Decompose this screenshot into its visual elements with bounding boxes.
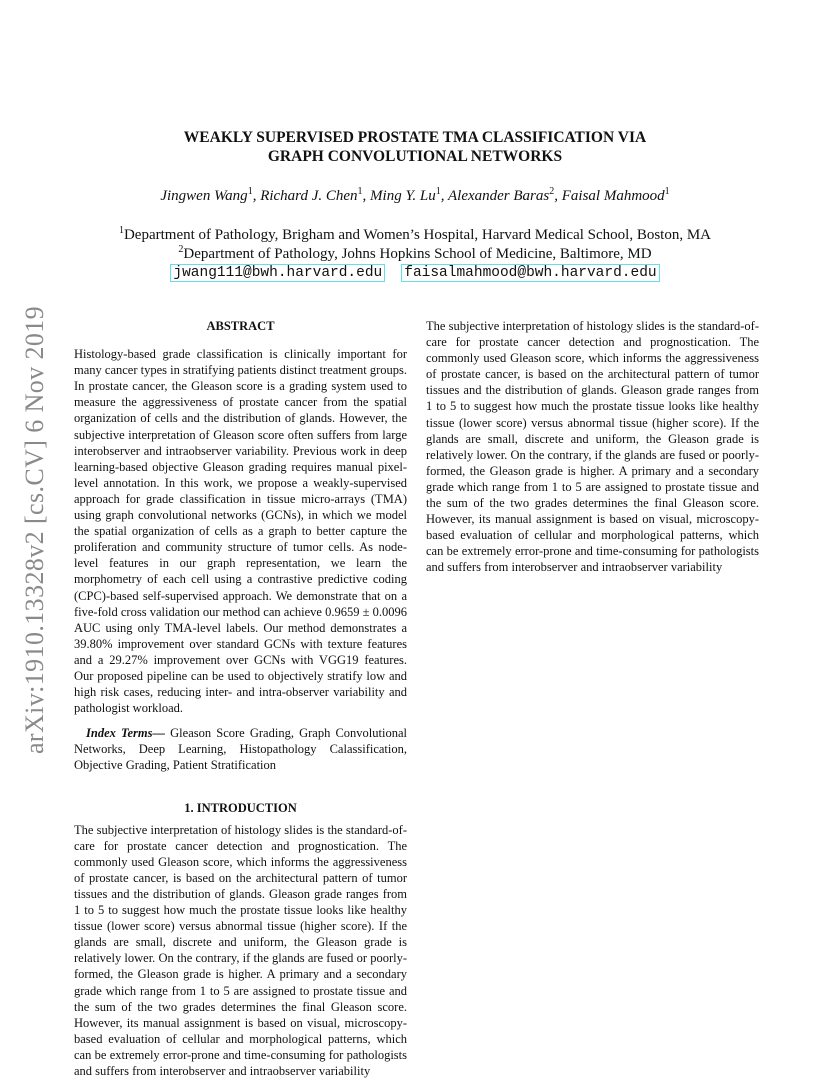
author: Ming Y. Lu$^1$,: [370, 186, 448, 204]
introduction-heading: 1. INTRODUCTION: [184, 800, 297, 815]
introduction-paragraph: The subjective interpretation of histology slides is the standard-of-care for prostate cancer detection and prognostication. The commonly used Gleason score, which informs the aggressiveness of prostate cancer, is based on the architectural pattern of tumor tissues and the distribution of glands. Gleason grade ranges from 1 to 5 to suggest how much the prostate tissue looks like healthy tissue (lower score) versus abnormal tissue (higher score). If the glands are small, discrete and uniform, the Gleason grade is relatively lower. On the contrary, if the glands are fused or poorly-formed, the Gleason grade is higher. A primary and a secondary grade which range from 1 to 5 are assigned to prostate tissue and the sum of the two grades determines the final Gleason score. However, its manual assignment is based on visual, microscopy-based evaluation of cellular and morphological patterns, which can be extremely error-prone and time-consuming for pathologists and suffers from interobserver and intraobserver variability: [74, 822, 407, 1079]
abstract-heading: ABSTRACT: [206, 319, 275, 333]
email-link[interactable]: faisalmahmood@bwh.harvard.edu: [401, 264, 659, 282]
author: Jingwen Wang$^1$,: [160, 186, 261, 204]
paper-title: [100, 128, 730, 166]
arxiv-identifier-text: arXiv:1910.13328v2 [cs.CV] 6 Nov 2019: [20, 305, 49, 755]
index-terms: Index Terms— Gleason Score Grading, Graph Convolutional Networks, Deep Learning, Histopathology Calassification, Objective Grading, Patient Stratification: [74, 726, 408, 773]
author-list: [80, 186, 750, 205]
author: Faisal Mahmood$^1$: [561, 186, 670, 204]
introduction-paragraph-continued: The subjective interpretation of histology slides is the standard-of-care for prostate cancer detection and prognostication. The commonly used Gleason score, which informs the aggressiveness of prostate cancer, is based on the architectural pattern of tumor tissues and the distribution of glands. Gleason grade ranges from 1 to 5 to suggest how much the prostate tissue looks like healthy tissue (lower score) versus abnormal tissue (higher score). If the glands are small, discrete and uniform, the Gleason grade is relatively lower. On the contrary, if the glands are fused or poorly-formed, the Gleason grade is higher. A primary and a secondary grade which range from 1 to 5 are assigned to prostate tissue and the sum of the two grades determines the final Gleason score. However, its manual assignment is based on visual, microscopy-based evaluation of cellular and morphological patterns, which can be extremely error-prone and time-consuming for pathologists and suffers from interobserver and intraobserver variability: [426, 319, 759, 575]
author: Alexander Baras$^2$,: [448, 186, 562, 204]
author: Richard J. Chen$^1$,: [260, 186, 371, 204]
title-line-2: GRAPH CONVOLUTIONAL NETWORKS: [267, 148, 563, 165]
left-column: [74, 318, 407, 1079]
affiliation-1: $^1$Department of Pathology, Brigham and Women’s Hospital, Harvard Medical School, Boston, MA: [118, 225, 712, 243]
title-line-1: WEAKLY SUPERVISED PROSTATE TMA CLASSIFICATION VIA: [183, 129, 647, 146]
arxiv-identifier-stamp: [10, 290, 60, 770]
email-link[interactable]: jwang111@bwh.harvard.edu: [170, 264, 385, 282]
abstract-text: Histology-based grade classification is clinically important for many cancer types in stratifying patients distinct treatment groups. In prostate cancer, the Gleason score is a grading system used to measure the aggressiveness of prostate cancer from the spatial organization of cells and the distribution of glands. However, the subjective interpretation of Gleason score often suffers from large interobserver and intraobserver variability. Previous work in deep learning-based objective Gleason grading requires manual pixel-level annotation. In this work, we propose a weakly-supervised approach for grade classification in tissue micro-arrays (TMA) using graph convolutional networks (GCNs), in which we model the spatial organization of cells as a graph to better capture the proliferation and community structure of tumor cells. As node-level features in our graph representation, we learn the morphometry of each cell using a contrastive predictive coding (CPC)-based self-supervised approach. We demonstrate that on a five-fold cross validation our method can achieve 0.9659 ± 0.0096 AUC using only TMA-level labels. Our method demonstrates a 39.80% improvement over standard GCNs with texture features and a 29.27% improvement over GCNs with VGG19 features. Our proposed pipeline can be used to objectively stratify low and high risk cases, reducing inter- and intra-observer variability and pathologist workload.: [74, 347, 407, 716]
affiliation-2: $^2$Department of Pathology, Johns Hopkins School of Medicine, Baltimore, MD: [178, 244, 652, 262]
right-column: [426, 318, 759, 576]
email-list: [100, 263, 730, 282]
